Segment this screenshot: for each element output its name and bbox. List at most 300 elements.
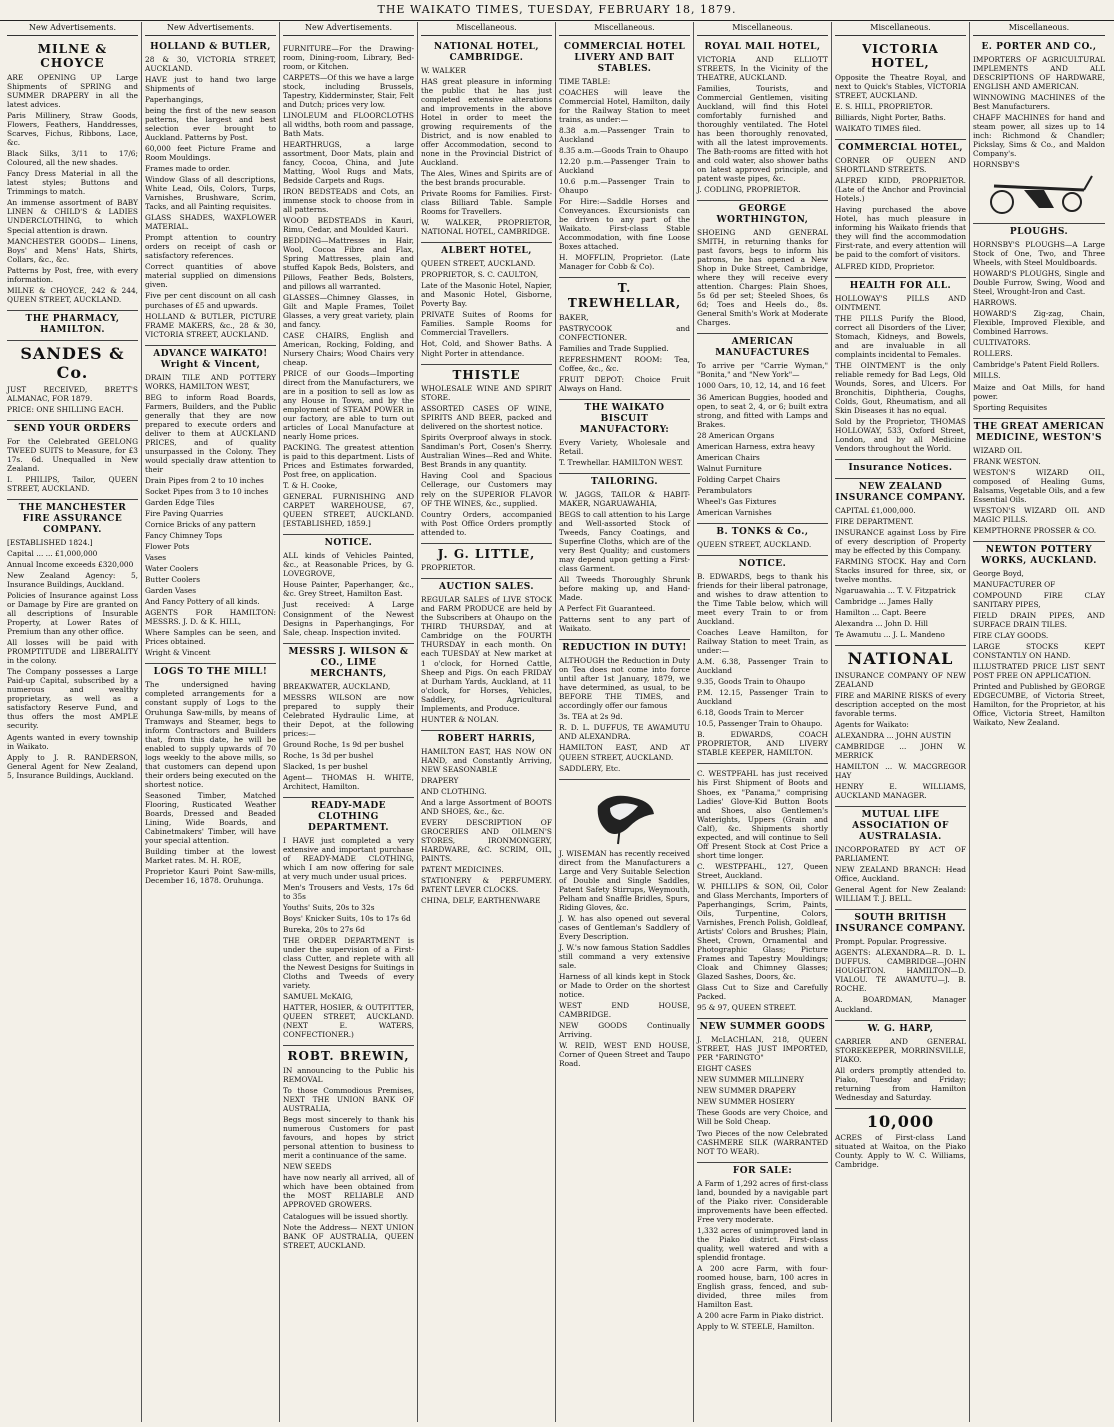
- ad-text: PRICE of our Goods—Importing direct from the Manufacturers, we are in a position to sell as low as any House in Town, and by the employment of STEAM POWER in our factory, are able to turn out articles of Local Manufacture at nearly Home prices.: [283, 368, 414, 442]
- ad-text: Having Cool and Spacious Cellerage, our Customers may rely on the SUPERIOR FLAVOR OF THE WINES, &c., supplied.: [421, 471, 552, 508]
- ad-text: Two Pieces of the now Celebrated CASHMERE SILK (WARRANTED NOT TO WEAR).: [697, 1128, 828, 1156]
- ad-title: NEW SUMMER GOODS: [699, 1022, 826, 1033]
- ad-text: HORNSBY'S PLOUGHS—A Large Stock of One, Two, and Three Wheels, with Steel Mouldboards.: [973, 240, 1105, 268]
- ad-title: THE MANCHESTER FIRE ASSURANCE COMPANY.: [18, 502, 127, 535]
- advertisement: [283, 798, 414, 1047]
- ad-text: Prompt attention to country orders on receipt of cash or satisfactory references.: [145, 233, 276, 261]
- advertisement: [7, 311, 138, 341]
- advertisement: [835, 1021, 966, 1109]
- ad-text: VICTORIA AND ELLIOTT STREETS, In the Vicinity of the THEATRE, AUCKLAND.: [697, 54, 828, 82]
- ad-text: AGENTS: ALEXANDRA—R. D. L. DUFFUS. CAMBRIDGE—JOHN HOUGHTON. HAMILTON—D. VIALOU. TE AWAMUTU—J. B. ROCHE.: [835, 948, 966, 994]
- ad-text: SHOEING AND GENERAL SMITH, in returning thanks for past favors, begs to inform his patrons, he has opened a New Shop in Duke Street, Cambridge, where they will receive every attention. Charges: Plain Shoes, 5s 6d per set; Steeled Shoes, 6s 6d; Toes and Heels do., 8s. General Smith's Work at Moderate Charges.: [697, 228, 828, 328]
- plough-illustration: [984, 172, 1094, 216]
- ad-title: VICTORIA HOTEL,: [862, 41, 939, 71]
- ad-text: Bureka, 20s to 27s 6d: [283, 925, 365, 935]
- advertisement: [697, 1163, 828, 1337]
- ad-text: THE OINTMENT is the only reliable remedy for Bad Legs, Old Wounds, Sores, and Ulcers. For Bronchitis, Diphtheria, Coughs, Colds, Gout, Rheumatism, and all Skin Diseases it has no equal.: [835, 360, 966, 415]
- ad-text: HOLLOWAY'S PILLS AND OINTMENT.: [835, 293, 966, 312]
- ad-text: 1,332 acres of unimproved land in the Piako district. First-class quality, well watered and with a splendid frontage.: [697, 1225, 828, 1262]
- ad-text: Glass Cut to Size and Carefully Packed.: [697, 983, 828, 1002]
- ad-text: ILLUSTRATED PRICE LIST SENT POST FREE ON APPLICATION.: [973, 662, 1105, 681]
- ad-text: Hamilton ... Capt. Beere: [835, 608, 927, 618]
- column-6: [694, 22, 832, 1422]
- ad-text: Fancy Chimney Tops: [145, 531, 223, 541]
- ad-text: TIME TABLE:: [559, 76, 611, 86]
- ad-text: Boys' Knicker Suits, 10s to 17s 6d: [283, 914, 411, 923]
- advertisement: [697, 524, 828, 556]
- ad-text: LINOLEUM and FLOORCLOTHS all widths, both room and passage, Bath Mats.: [283, 110, 415, 139]
- ad-text: Drain Pipes from 2 to 10 inches: [145, 475, 264, 485]
- advertisement: [559, 39, 690, 279]
- advertisement: [421, 243, 552, 364]
- column-4: [418, 22, 556, 1422]
- advertisement: [973, 419, 1105, 542]
- ad-text: ALFRED KIDD, Proprietor.: [835, 261, 935, 271]
- ad-text: EIGHT CASES: [697, 1064, 752, 1074]
- ad-text: Agent— THOMAS H. WHITE, Architect, Hamilton.: [283, 772, 414, 791]
- advertisement: [145, 346, 276, 665]
- ad-text: Sold by the Proprietor, THOMAS HOLLOWAY, 533, Oxford Street, London, and by all Medicine Vendors throughout the World.: [835, 416, 966, 453]
- ad-text: FIRE DEPARTMENT.: [835, 516, 914, 526]
- ad-text: All losses will be paid with PROMPTITUDE and LIBERALITY in the colony.: [7, 638, 138, 666]
- ad-text: NEW GOODS Continually Arriving.: [559, 1021, 690, 1040]
- ad-text: I. PHILIPS, Tailor, QUEEN STREET, AUCKLAND.: [7, 474, 138, 493]
- ad-text: B. EDWARDS, begs to thank his friends for their liberal patronage, and wishes to draw attention to the Time Table below, which will meet every Train to or from Auckland.: [697, 571, 828, 626]
- ad-text: NEW SEEDS: [283, 1162, 332, 1172]
- ad-text: have now nearly all arrived, all of which have been obtained from the MOST RELIABLE AND APPROVED GROWERS.: [283, 1173, 414, 1210]
- advertisement: [421, 731, 552, 911]
- ad-text: WEST END HOUSE, CAMBRIDGE.: [559, 1001, 690, 1020]
- column-1: [4, 22, 142, 1422]
- ad-text: Walnut Furniture: [697, 463, 762, 473]
- advertisement: [973, 39, 1105, 224]
- ad-text: INCORPORATED BY ACT OF PARLIAMENT.: [835, 845, 966, 864]
- ad-text: For Hire:—Saddle Horses and Conveyances. Excursionists can be driven to any part of the Waikato. First-class Stable Accommodation, with fine Loose Boxes attached.: [559, 197, 690, 252]
- ad-text: PRIVATE Suites of Rooms for Families. Sample Rooms for Commercial Travellers.: [421, 310, 552, 338]
- ad-text: New Zealand Agency: 5, Insurance Buildings, Auckland.: [7, 570, 138, 589]
- ad-text: 60,000 feet Picture Frame and Room Mouldings.: [145, 144, 276, 163]
- ad-text: Window Glass of all descriptions, White Lead, Oils, Colors, Turps, Varnishes, Brushware, Scrim, Tacks, and all Painting requisites.: [145, 175, 276, 212]
- ad-text: HOLLAND & BUTLER, PICTURE FRAME MAKERS, &c., 28 & 30, VICTORIA STREET, AUCKLAND.: [145, 311, 276, 339]
- ad-text: CARPETS—Of this we have a large stock, including Brussels, Tapestry, Kidderminster, Stair, Felt and Dutch; prices very low.: [283, 72, 414, 109]
- ad-text: ARE OPENING UP Large Shipments of SPRING and SUMMER DRAPERY in all the latest advices.: [7, 73, 138, 110]
- ad-text: FARMING STOCK. Hay and Corn Stacks insured for three, six, or twelve months.: [835, 557, 966, 585]
- advertisement: [697, 1019, 828, 1162]
- ad-text: Apply to W. STEELE, Hamilton.: [697, 1322, 815, 1332]
- advertisement: [697, 556, 828, 765]
- ad-text: J. WISEMAN has recently received direct from the Manufacturers a Large and Very Suitable Selection of Double and Single Saddles, Patent Safety Stirrups, Weymouth, Pelham and Snaffle Bridles, Spurs, Riding Gloves, &c.: [559, 848, 690, 912]
- ad-text: BAKER,: [559, 312, 589, 322]
- ad-text: GLASS SHADES, WAXFLOWER MATERIAL.: [145, 213, 276, 232]
- ad-text: C. WESTPFAHL, 127, Queen Street, Auckland.: [697, 861, 828, 880]
- advertisement: [421, 39, 552, 244]
- ad-text: ALL kinds of Vehicles Painted, &c., at Reasonable Prices, by G. LOVEGROVE,: [283, 551, 414, 579]
- ad-title: AMERICAN MANUFACTURES: [715, 337, 810, 359]
- ad-text: To arrive per "Carrie Wyman," "Bonita," and "New York"—: [697, 361, 828, 380]
- ad-text: PRICE: ONE SHILLING EACH.: [7, 404, 124, 414]
- ad-text: Correct quantities of above material supplied on dimensions given.: [145, 262, 276, 290]
- ad-text: George Boyd,: [973, 568, 1024, 578]
- ad-text: LARGE STOCKS KEPT CONSTANTLY ON HAND.: [973, 641, 1105, 660]
- ad-text: COMPOUND FIRE CLAY SANITARY PIPES,: [973, 590, 1105, 609]
- ad-text: Coaches Leave Hamilton, for Railway Station to meet Train, as under:—: [697, 628, 828, 656]
- ad-text: Begs most sincerely to thank his numerous Customers for past favours, and hopes by strict personal attention to business to merit a continuance of the same.: [283, 1115, 414, 1161]
- ad-text: Frames made to order.: [145, 164, 231, 174]
- ad-text: I HAVE just completed a very extensive and important purchase of READY-MADE CLOTHING, which I am now offering for sale at very much under usual prices.: [283, 835, 414, 881]
- column-heading: New Advertisements.: [145, 22, 276, 36]
- ad-text: DRAPERY: [421, 775, 459, 785]
- ad-text: GENERAL FURNISHING AND CARPET WAREHOUSE, 67, QUEEN STREET, AUCKLAND. [ESTABLISHED, 1859.]: [283, 492, 414, 529]
- ad-text: 8.35 a.m.—Goods Train to Ohaupo: [559, 145, 689, 155]
- ad-text: SAMUEL McKAIG,: [283, 992, 354, 1002]
- advertisement: [7, 341, 138, 421]
- ad-text: Te Awamutu ... J. L. Mandeno: [835, 630, 945, 640]
- saddle-illustration: [590, 786, 660, 846]
- ad-text: Policies of Insurance against Loss or Damage by Fire are granted on all descriptions of Insurable Property, at Lower Rates of Premium than any other office.: [7, 591, 138, 637]
- ad-title: THE WAIKATO BISCUIT MANUFACTORY:: [579, 402, 670, 435]
- advertisement: [973, 224, 1105, 419]
- ad-text: INSURANCE COMPANY OF NEW ZEALAND: [835, 670, 966, 689]
- ad-title: ALBERT HOTEL,: [441, 246, 532, 257]
- ad-text: Apply to J. R. RANDERSON, General Agent for New Zealand, 5, Insurance Buildings, Auckland.: [7, 752, 138, 780]
- advertisement: [697, 764, 828, 1019]
- ad-text: Socket Pipes from 3 to 10 inches: [145, 486, 269, 496]
- ad-text: To those Commodious Premises, NEXT THE UNION BANK OF AUSTRALIA,: [283, 1086, 414, 1114]
- ad-text: J. CODLING, PROPRIETOR.: [697, 185, 801, 195]
- ad-text: HOWARD'S Zig-zag, Chain, Flexible, Improved Flexible, and Combined Harrows.: [973, 309, 1105, 337]
- ad-text: Agents wanted in every township in Waikato.: [7, 732, 138, 751]
- ad-title: W. G. HARP,: [867, 1023, 934, 1034]
- ad-title: ROBT. BREWIN,: [287, 1049, 410, 1064]
- ad-text: Maize and Oat Mills, for hand power.: [973, 382, 1105, 401]
- advertisement: [283, 1046, 414, 1255]
- advertisement: [559, 400, 690, 474]
- advertisement: [697, 334, 828, 523]
- ad-text: MILNE & CHOYCE, 242 & 244, QUEEN STREET, AUCKLAND.: [7, 285, 138, 304]
- ad-text: W. WALKER, PROPRIETOR, NATIONAL HOTEL, CAMBRIDGE.: [421, 218, 552, 237]
- ad-text: Note the Address— NEXT UNION BANK OF AUSTRALIA, QUEEN STREET, AUCKLAND.: [283, 1222, 414, 1250]
- ad-title: GEORGE WORTHINGTON,: [716, 204, 809, 226]
- column-3: [280, 22, 418, 1422]
- ad-title: T. TREWHELLAR,: [567, 281, 682, 310]
- advertisement: [145, 39, 276, 346]
- ad-text: FURNITURE—For the Drawing-room, Dining-room, Library, Bed-room, or Kitchen.: [283, 43, 414, 71]
- ad-title: NOTICE.: [324, 538, 373, 549]
- ad-text: IN announcing to the Public his REMOVAL: [283, 1066, 414, 1085]
- ad-text: 28 American Organs: [697, 430, 775, 440]
- ad-title: LOGS TO THE MILL!: [153, 667, 268, 678]
- ad-text: Prompt. Popular. Progressive.: [835, 937, 947, 947]
- ad-text: These Goods are very Choice, and Will be Sold Cheap.: [697, 1108, 828, 1127]
- ad-text: B. EDWARDS, COACH PROPRIETOR, AND LIVERY STABLE KEEPER, HAMILTON.: [697, 730, 828, 758]
- ad-text: Patterns by Post, free, with every information.: [7, 265, 138, 284]
- ad-title: HEALTH FOR ALL.: [849, 280, 952, 291]
- ad-title: NATIONAL HOTEL, CAMBRIDGE.: [434, 41, 539, 63]
- ad-text: An immense assortment of BABY LINEN & CHILD'S & LADIES UNDERCLOTHING, to which Special attention is drawn.: [7, 198, 138, 235]
- advertisement: [7, 421, 138, 500]
- ad-text: INSURANCE against Loss by Fire of every description of Property may be effected by this Company.: [835, 528, 966, 556]
- column-heading: Miscellaneous.: [559, 22, 690, 36]
- ad-title: NEW ZEALAND INSURANCE COMPANY.: [835, 482, 966, 503]
- ad-text: ACRES of First-class Land situated at Waitoa, on the Piako County. Apply to W. C. Williams, Cambridge.: [835, 1133, 966, 1170]
- ad-text: ROLLERS.: [973, 349, 1013, 359]
- ad-text: CASE CHAIRS, English and American, Rocking, Folding, and Nursery Chairs; Wood Chairs very cheap.: [283, 330, 414, 367]
- ad-text: J. W. has also opened out several cases of Gentleman's Saddlery of Every Description.: [559, 913, 690, 941]
- ad-text: MESSRS WILSON are now prepared to supply their Celebrated Hydraulic Lime, at their Depot, at the following prices:—: [283, 692, 414, 738]
- ad-text: BEDDING—Mattresses in Hair, Wool, Cocoa Fibre and Flax, Spring Mattresses, plain and stuffed Kapok Beds, Bolsters, and Pillows, Feather Beds, Bolsters, and pillows all warranted.: [283, 236, 414, 291]
- ad-text: FIRE CLAY GOODS.: [973, 630, 1049, 640]
- ad-text: ASSORTED CASES OF WINE, SPIRITS AND BEER, packed and delivered on the shortest notice.: [421, 404, 552, 432]
- ad-text: Youths' Suits, 20s to 32s: [283, 902, 375, 912]
- ad-text: For the Celebrated GEELONG TWEED SUITS to Measure, for £3 17s. 6d. Unequalled in New Zealand.: [7, 436, 138, 473]
- advertisement: [421, 579, 552, 730]
- ad-text: Perambulators: [697, 485, 752, 495]
- column-heading: New Advertisements.: [7, 22, 138, 36]
- ad-text: HUNTER & NOLAN.: [421, 714, 499, 724]
- ad-title: THE PHARMACY, HAMILTON.: [25, 313, 120, 335]
- advertisement: [835, 140, 966, 277]
- ad-text: FRANK WESTON.: [973, 456, 1041, 466]
- ad-text: FRUIT DEPOT: Choice Fruit Always on Hand.: [559, 374, 690, 393]
- column-heading: Miscellaneous.: [697, 22, 828, 36]
- ad-text: WESTON'S WIZARD OIL AND MAGIC PILLS.: [973, 505, 1105, 524]
- ad-text: CARRIER AND GENERAL STOREKEEPER, MORRINSVILLE, PIAKO.: [835, 1036, 966, 1064]
- ad-text: A Farm of 1,292 acres of first-class land, bounded by a navigable part of the Piako river. Considerable improvements have been effected. Free very moderate.: [697, 1178, 828, 1224]
- ad-text: MANUFACTURER OF: [973, 579, 1056, 589]
- ad-text: HARROWS.: [973, 298, 1017, 308]
- ad-text: A.M. 6.38, Passenger Train to Auckland: [697, 657, 828, 676]
- ad-title: SOUTH BRITISH INSURANCE COMPANY.: [835, 913, 966, 935]
- masthead: THE WAIKATO TIMES, TUESDAY, FEBRUARY 18, 1879.: [0, 0, 1114, 21]
- ad-text: General Agent for New Zealand: WILLIAM T. J. BELL.: [835, 885, 966, 904]
- ad-text: All Tweeds Thoroughly Shrunk before making up, and Hand-Made.: [559, 575, 690, 603]
- ad-text: Paperhangings,: [145, 94, 204, 104]
- ad-title: ADVANCE WAIKATO! Wright & Vincent,: [153, 348, 268, 370]
- advertisement: [559, 278, 690, 400]
- ad-text: Agents for Waikato:: [835, 720, 909, 730]
- ad-text: FIRE and MARINE RISKS of every description accepted on the most favorable terms.: [835, 690, 966, 718]
- ad-text: Hot, Cold, and Shower Baths. A Night Porter in attendance.: [421, 339, 552, 358]
- ad-text: HAS great pleasure in informing the public that he has just completed extensive alterations and improvements in the above Hotel in order to meet the growing requirements of the District, and is now enabled to offer Accommodation, second to none in the Provincial District of Auckland.: [421, 76, 552, 167]
- ad-text: And a large Assortment of BOOTS AND SHOES, &c., &c.: [421, 797, 552, 816]
- ad-text: HOWARD'S PLOUGHS, Single and Double Furrow, Swing, Wood and Steel, Wrought-Iron and Cast.: [973, 269, 1105, 297]
- ad-text: HATTER, HOSIER, & OUTFITTER, QUEEN STREET, AUCKLAND. (NEXT E. WATERS, CONFECTIONER.): [283, 1003, 414, 1040]
- ad-text: HAMILTON EAST, AND AT QUEEN STREET, AUCKLAND.: [559, 743, 690, 762]
- ad-title: HOLLAND & BUTLER,: [150, 41, 271, 52]
- ad-text: Water Coolers: [145, 564, 199, 574]
- ad-text: PACKING. The greatest attention is paid to this department. Lists of Prices and Estimates forwarded, Post free, on application.: [283, 443, 414, 480]
- advertisement: [559, 474, 690, 640]
- ad-text: BREAKWATER, AUCKLAND,: [283, 681, 391, 691]
- ad-text: WOOD BEDSTEADS in Kauri, Rimu, Cedar, and Moulded Kauri.: [283, 216, 414, 235]
- ad-text: Alexandra ... John D. Hill: [835, 619, 929, 629]
- ad-text: BEG to inform Road Boards, Farmers, Builders, and the Public generally that they are now prepared to execute orders and deliver to them at AUCKLAND PRICES, and of quality unsurpassed in the Colony. They would specially draw attention to their: [145, 392, 276, 474]
- advertisement: [835, 460, 966, 479]
- ad-text: American Varnishes: [697, 507, 772, 517]
- ad-text: ALEXANDRA ... JOHN AUSTIN: [835, 731, 952, 741]
- ad-text: J. W.'s now famous Station Saddles still command a very extensive sale.: [559, 942, 690, 970]
- ad-text: KEMPTHORNE PROSSER & CO.: [973, 525, 1097, 535]
- advertisement: [559, 640, 690, 779]
- ad-text: STATIONERY & PERFUMERY. PATENT LEVER CLOCKS.: [421, 876, 552, 895]
- ad-text: ALTHOUGH the Reduction in Duty on Tea does not come into force until after 1st January, 1879, we have determined, as usual, to be BEFORE THE TIMES, and accordingly offer our famous: [559, 656, 690, 711]
- ad-text: PASTRYCOOK and CONFECTIONER.: [559, 323, 690, 342]
- ad-title: ROYAL MAIL HOTEL,: [704, 41, 821, 52]
- ad-title: SEND YOUR ORDERS: [13, 423, 132, 434]
- ad-text: Cornice Bricks of any pattern: [145, 520, 256, 530]
- ad-text: GLASSES—Chimney Glasses, in Gilt and Maple Frames, Toilet Glasses, a very great variety, plain and fancy.: [283, 292, 414, 329]
- ad-text: Vases: [145, 553, 167, 563]
- ad-text: 95 & 97, QUEEN STREET.: [697, 1003, 797, 1013]
- ad-text: IMPORTERS OF AGRICULTURAL IMPLEMENTS AND ALL DESCRIPTIONS OF HARDWARE, ENGLISH AND AMERICAN.: [973, 54, 1105, 91]
- ad-text: E. S. HILL, PROPRIETOR.: [835, 102, 933, 112]
- advertisement: [283, 39, 414, 536]
- ad-title: NATIONAL: [847, 649, 954, 669]
- ad-text: A Perfect Fit Guaranteed.: [559, 604, 656, 614]
- ad-text: Men's Trousers and Vests, 17s 6d to 35s: [283, 882, 414, 901]
- ad-text: H. MOFFLIN, Proprietor. (Late Manager for Cobb & Co).: [559, 253, 690, 272]
- ad-text: Catalogues will be issued shortly.: [283, 1211, 409, 1221]
- ad-text: Billiards, Night Porter, Baths.: [835, 113, 946, 123]
- ad-text: 9.35, Goods Train to Ohaupo: [697, 677, 806, 687]
- advertisement: [559, 780, 690, 1075]
- ad-text: American Harness, extra heavy: [697, 441, 815, 451]
- advertisement: [145, 664, 276, 891]
- ad-text: Fancy Dress Material in all the latest styles; Buttons and Trimmings to match.: [7, 169, 138, 197]
- ad-text: Ngaruawahia ... T. V. Fitzpatrick: [835, 586, 956, 596]
- ad-text: Every Variety, Wholesale and Retail.: [559, 437, 690, 456]
- ad-text: WINNOWING MACHINES of the Best Manufacturers.: [973, 92, 1105, 111]
- ad-text: Building timber at the lowest Market rates. M. H. ROE,: [145, 846, 276, 865]
- ad-title: E. PORTER AND CO.,: [981, 41, 1097, 52]
- ad-text: NEW SUMMER MILLINERY: [697, 1075, 804, 1085]
- ad-text: All orders promptly attended to. Piako, Tuesday and Friday; returning from Hamilton Wednesday and Saturday.: [835, 1065, 966, 1102]
- ad-text: QUEEN STREET, AUCKLAND.: [421, 259, 536, 269]
- ad-text: P.M. 12.15, Passenger Train to Auckland: [697, 688, 828, 707]
- ad-text: Butter Coolers: [145, 575, 201, 585]
- ad-text: IRON BEDSTEADS and Cots, an immense stock to choose from in all patterns.: [283, 187, 414, 215]
- advertisement: [283, 535, 414, 643]
- ad-text: Families, Tourists, and Commercial Gentlemen, visiting Auckland, will find this Hotel comfortably furnished and thoroughly ventilated. The Hotel has been thoroughly renovated, with all the latest improvements. The Bath-rooms are fitted with hot and cold water, also shower baths on latest approved principle, and patent waste pipes, &c.: [697, 83, 828, 184]
- ad-text: AND CLOTHING.: [421, 786, 487, 796]
- ad-title: NOTICE.: [738, 558, 787, 569]
- ad-text: FIELD DRAIN PIPES, AND SURFACE DRAIN TILES.: [973, 610, 1105, 629]
- ad-text: Garden Vases: [145, 586, 197, 596]
- ad-text: WIZARD OIL: [973, 445, 1022, 455]
- ad-text: Having purchased the above Hotel, has much pleasure in informing his Waikato friends that they will find the accommodation First-rate, and every attention will be paid to the comfort of visitors.: [835, 205, 966, 260]
- ad-title: Insurance Notices.: [848, 463, 953, 474]
- ad-text: T. Trewhellar. HAMILTON WEST.: [559, 457, 684, 467]
- ad-text: BEGS to call attention to his Large and Well-assorted Stock of Tweeds, Fancy Coatings, and Superfine Cloths, which are of the very Best Quality; and customers may depend upon getting a First-class Garment.: [559, 509, 690, 573]
- ad-text: The undersigned having completed arrangements for a constant supply of Logs to the Oruhunga Saw-mills, by means of Tramways and Steamer, begs to inform Contractors and Builders that, from this date, he will be enabled to supply upwards of 70 logs weekly to the above mills, so that customers can depend upon their orders being executed on the shortest notice.: [145, 680, 276, 789]
- ad-text: Late of the Masonic Hotel, Napier, and Masonic Hotel, Gisborne, Poverty Bay.: [421, 281, 552, 309]
- column-5: [556, 22, 694, 1422]
- column-2: [142, 22, 280, 1422]
- ad-text: NEW SUMMER HOSIERY: [697, 1097, 795, 1107]
- ad-text: Roche, 1s 3d per bushel: [283, 750, 374, 760]
- advertisement: [835, 479, 966, 646]
- ad-text: Country Orders, accompanied with Post Office Orders promptly attended to.: [421, 509, 552, 537]
- ad-text: HENRY E. WILLIAMS, AUCKLAND MANAGER.: [835, 782, 966, 801]
- ad-text: Just received: A Large Consignment of the Newest Designs in Paperhangings, For Sale, cheap. Inspection invited.: [283, 600, 414, 637]
- ad-text: HAMILTON EAST, HAS NOW ON HAND, and Constantly Arriving, NEW SEASONABLE: [421, 746, 552, 774]
- ad-text: R. D. L. DUFFUS, TE AWAMUTU AND ALEXANDRA.: [559, 723, 690, 742]
- ad-text: CHAFF MACHINES for hand and steam power, all sizes up to 14 inch: Richmond & Chandler; Pickslay, Sims & Co., and Maldon Company's.: [973, 112, 1105, 159]
- advertisement: [973, 542, 1105, 733]
- ad-text: CORNER OF QUEEN AND SHORTLAND STREETS.: [835, 156, 966, 175]
- ad-text: 6.18, Goods Train to Mercer: [697, 708, 804, 718]
- ad-text: AGENTS FOR HAMILTON: MESSRS. J. D. & K. HILL,: [145, 608, 276, 627]
- advertisement: [697, 39, 828, 201]
- newspaper-page: [4, 22, 1110, 1422]
- column-8: [970, 22, 1108, 1422]
- ad-text: Printed and Published by GEORGE EDGECUMBE, of Victoria Street, Hamilton, for the Proprietor, at his Office, Victoria Street, Hamilton Waikato, New Zealand.: [973, 682, 1105, 728]
- ad-text: CULTIVATORS.: [973, 338, 1031, 348]
- ad-text: W. PHILLIPS & SON, Oil, Color and Glass Merchants, Importers of Paperhangings, Scrim, Paints, Oils, Turpentine, Colors, Varnishes, French Polish, Goldleaf, Artists' Colors and Brushes; Plain, Sheet, Crown, Ornamental and Photographic Glass; Picture Frames and Tapestry Mouldings; Cloak and Chimney Glasses; Glazed Sashes, Doors, &c.: [697, 881, 828, 982]
- ad-title: PLOUGHS.: [1009, 227, 1069, 238]
- ad-text: THE PILLS Purify the Blood, correct all Disorders of the Liver, Stomach, Kidneys, and Bowels, and are invaluable in all complaints incidental to Females.: [835, 313, 966, 359]
- advertisement: [835, 278, 966, 461]
- ad-text: W. REID, WEST END HOUSE, Corner of Queen Street and Taupo Road.: [559, 1041, 690, 1069]
- ad-title: COMMERCIAL HOTEL LIVERY AND BAIT STABLES.: [563, 41, 686, 74]
- ad-text: Wright & Vincent: [145, 648, 211, 658]
- ad-text: WHOLESALE WINE AND SPIRIT STORE.: [421, 384, 552, 403]
- advertisement: [835, 646, 966, 807]
- ad-text: A 200 acre Farm in Piako district.: [697, 1311, 824, 1320]
- ad-title: MESSRS J. WILSON & CO., LIME MERCHANTS,: [288, 646, 409, 679]
- ad-text: ALFRED KIDD, PROPRIETOR. (Late of the Anchor and Provincial Hotels.): [835, 176, 966, 204]
- ad-text: C. WESTPFAHL has just received his First Shipment of Boots and Shoes, ex "Panama," comprising Ladies' Glove-Kid Button Boots and Shoes, also Gentlemen's Waterights, Uppers (Grain and Calf), &c. Shipments shortly expected, and will continue to Sell Off Present Stock at Cost Price a short time longer.: [697, 769, 828, 860]
- ad-title: ROBERT HARRIS,: [437, 733, 536, 744]
- ad-text: REFRESHMENT ROOM: Tea, Coffee, &c., &c.: [559, 354, 690, 373]
- ad-title: 10,000: [866, 1111, 935, 1131]
- ad-text: W. WALKER: [421, 65, 466, 75]
- ad-text: Sporting Requisites: [973, 402, 1048, 412]
- ad-title: READY-MADE CLOTHING DEPARTMENT.: [308, 800, 389, 833]
- ad-text: Private Rooms for Families. First-class Billiard Table. Sample Rooms for Travellers.: [421, 189, 552, 217]
- ad-title: REDUCTION IN DUTY!: [562, 643, 687, 654]
- ad-text: JUST RECEIVED, BRETT'S ALMANAC, FOR 1879.: [7, 384, 138, 403]
- ad-text: CAPITAL £1,000,000.: [835, 505, 916, 515]
- ad-text: MANCHESTER GOODS— Linens, Boys' and Mens' Hats, Shirts, Collars, &c., &c.: [7, 236, 138, 264]
- ad-text: 12.20 p.m.—Passenger Train to Auckland: [559, 156, 690, 175]
- ad-text: HAMILTON ... W. MACGREGOR HAY: [835, 762, 966, 781]
- advertisement: [283, 644, 414, 798]
- ad-text: Opposite the Theatre Royal, and next to Quick's Stables, VICTORIA STREET, AUCKLAND.: [835, 73, 966, 101]
- ad-title: THISTLE: [452, 367, 521, 382]
- column-7: [832, 22, 970, 1422]
- ad-text: Fire Paving Quarries: [145, 509, 223, 518]
- ad-text: Where Samples can be seen, and Prices obtained.: [145, 628, 276, 647]
- advertisement: [835, 807, 966, 910]
- ad-text: 28 & 30, VICTORIA STREET, AUCKLAND.: [145, 54, 276, 73]
- ad-text: A 200 acre Farm, with four-roomed house, barn, 100 acres in English grass, fenced, and sub-divided, three miles from Hamilton East.: [697, 1263, 828, 1309]
- ad-text: J. McLACHLAN, 218, QUEEN STREET, HAS JUST IMPORTED, PER "FARINGTO": [697, 1035, 828, 1063]
- ad-text: 10.6 p.m.—Passenger Train to Ohaupo: [559, 176, 690, 195]
- ad-text: Families and Trade Supplied.: [559, 343, 669, 353]
- ad-text: WESTON'S WIZARD OIL, composed of Healing Gums, Balsams, Vegetable Oils, and a few Essential Oils.: [973, 467, 1105, 504]
- ad-title: THE GREAT AMERICAN MEDICINE, WESTON'S: [973, 421, 1105, 443]
- column-heading: New Advertisements.: [283, 22, 414, 36]
- column-heading: Miscellaneous.: [421, 22, 552, 36]
- ad-text: A. BOARDMAN, Manager Auckland.: [835, 995, 966, 1014]
- ad-text: Black Silks, 3/11 to 17/6; Coloured, all the new shades.: [7, 149, 138, 168]
- ad-text: [ESTABLISHED 1824.]: [7, 537, 93, 547]
- ad-text: 36 American Buggies, hooded and open, to seat 2, 4, or 6; built extra strong, and fitted with Lamps and Brakes.: [697, 392, 828, 429]
- ad-text: Spirits Overproof always in stock. Sandiman's Port, Cosen's Sherry. Australian Wines—Red and White. Best Brands in any quantity.: [421, 433, 552, 470]
- ad-text: Five per cent discount on all cash purchases of £5 and upwards.: [145, 291, 276, 310]
- advertisement: [697, 201, 828, 334]
